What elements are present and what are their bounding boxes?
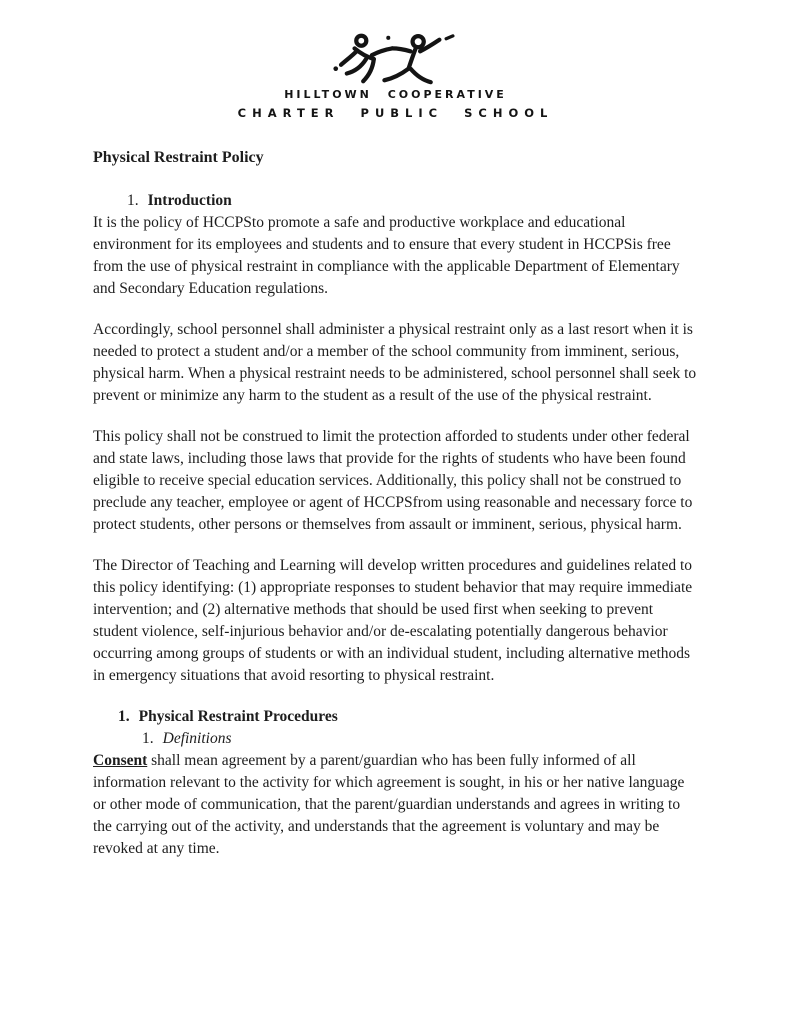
- paragraph-intro-1: It is the policy of HCCPSto promote a safe and productive workplace and educational environment for its employees and students and to ensure that every student in HCCPSis free from the use of physical restraint in compliance with the applicable Department of Elementary and Secondary Education regulations.: [93, 214, 680, 297]
- section-heading-procedures: [93, 706, 699, 728]
- consent-definition-text: shall mean agreement by a parent/guardian who has been fully informed of all information relevant to the activity for which agreement is sought, in his or her native language or other mode of communication, that the parent/guardian understands and agrees in writing to the carrying out of the activity, and understands that the agreement is voluntary and may be revoked at any time.: [93, 752, 685, 857]
- paragraph-intro-3: This policy shall not be construed to limit the protection afforded to students under other federal and state laws, including those laws that provide for the rights of students who have been found eligible to receive special education services. Additionally, this policy shall not be construed to preclude any teacher, employee or agent of HCCPSfrom using reasonable and necessary force to protect students, other persons or themselves from assault or imminent, serious, physical harm.: [93, 428, 693, 533]
- section-number: 1.: [118, 708, 130, 725]
- subsection-label: Definitions: [162, 730, 232, 747]
- paragraph-intro-2: Accordingly, school personnel shall administer a physical restraint only as a last resort when it is needed to protect a student and/or a member of the school community from imminent, serious, physical harm. When a physical restraint needs to be administered, school personnel shall seek to prevent or minimize any harm to the student as a result of the use of the physical restraint.: [93, 321, 697, 404]
- section-label: Physical Restraint Procedures: [138, 708, 338, 725]
- defined-term-consent: Consent: [93, 752, 148, 769]
- paragraph-consent-definition: [93, 750, 699, 860]
- subsection-number: 1.: [142, 730, 154, 747]
- section-label: Introduction: [147, 192, 232, 209]
- school-name-line2: CHARTER PUBLIC SCHOOL: [237, 106, 554, 120]
- dancing-children-icon: [327, 33, 465, 87]
- subsection-heading-definitions: [93, 728, 699, 750]
- paragraph-intro-4: The Director of Teaching and Learning will develop written procedures and guidelines related to this policy identifying: (1) appropriate responses to student behavior that may require immediate intervention; and (2) alternative methods that should be used first when seeking to prevent student violence, self-injurious behavior and/or de-escalating potentially dangerous behavior occurring among groups of students or with an individual student, including alternative methods in emergency situations that avoid resorting to physical restraint.: [93, 557, 693, 684]
- section-number: 1.: [127, 192, 139, 209]
- school-name-line1: HILLTOWN COOPERATIVE: [284, 88, 507, 101]
- section-heading-introduction: [93, 190, 699, 212]
- school-letterhead: [0, 0, 791, 120]
- policy-document-body: [93, 147, 699, 860]
- document-title: Physical Restraint Policy: [93, 149, 264, 166]
